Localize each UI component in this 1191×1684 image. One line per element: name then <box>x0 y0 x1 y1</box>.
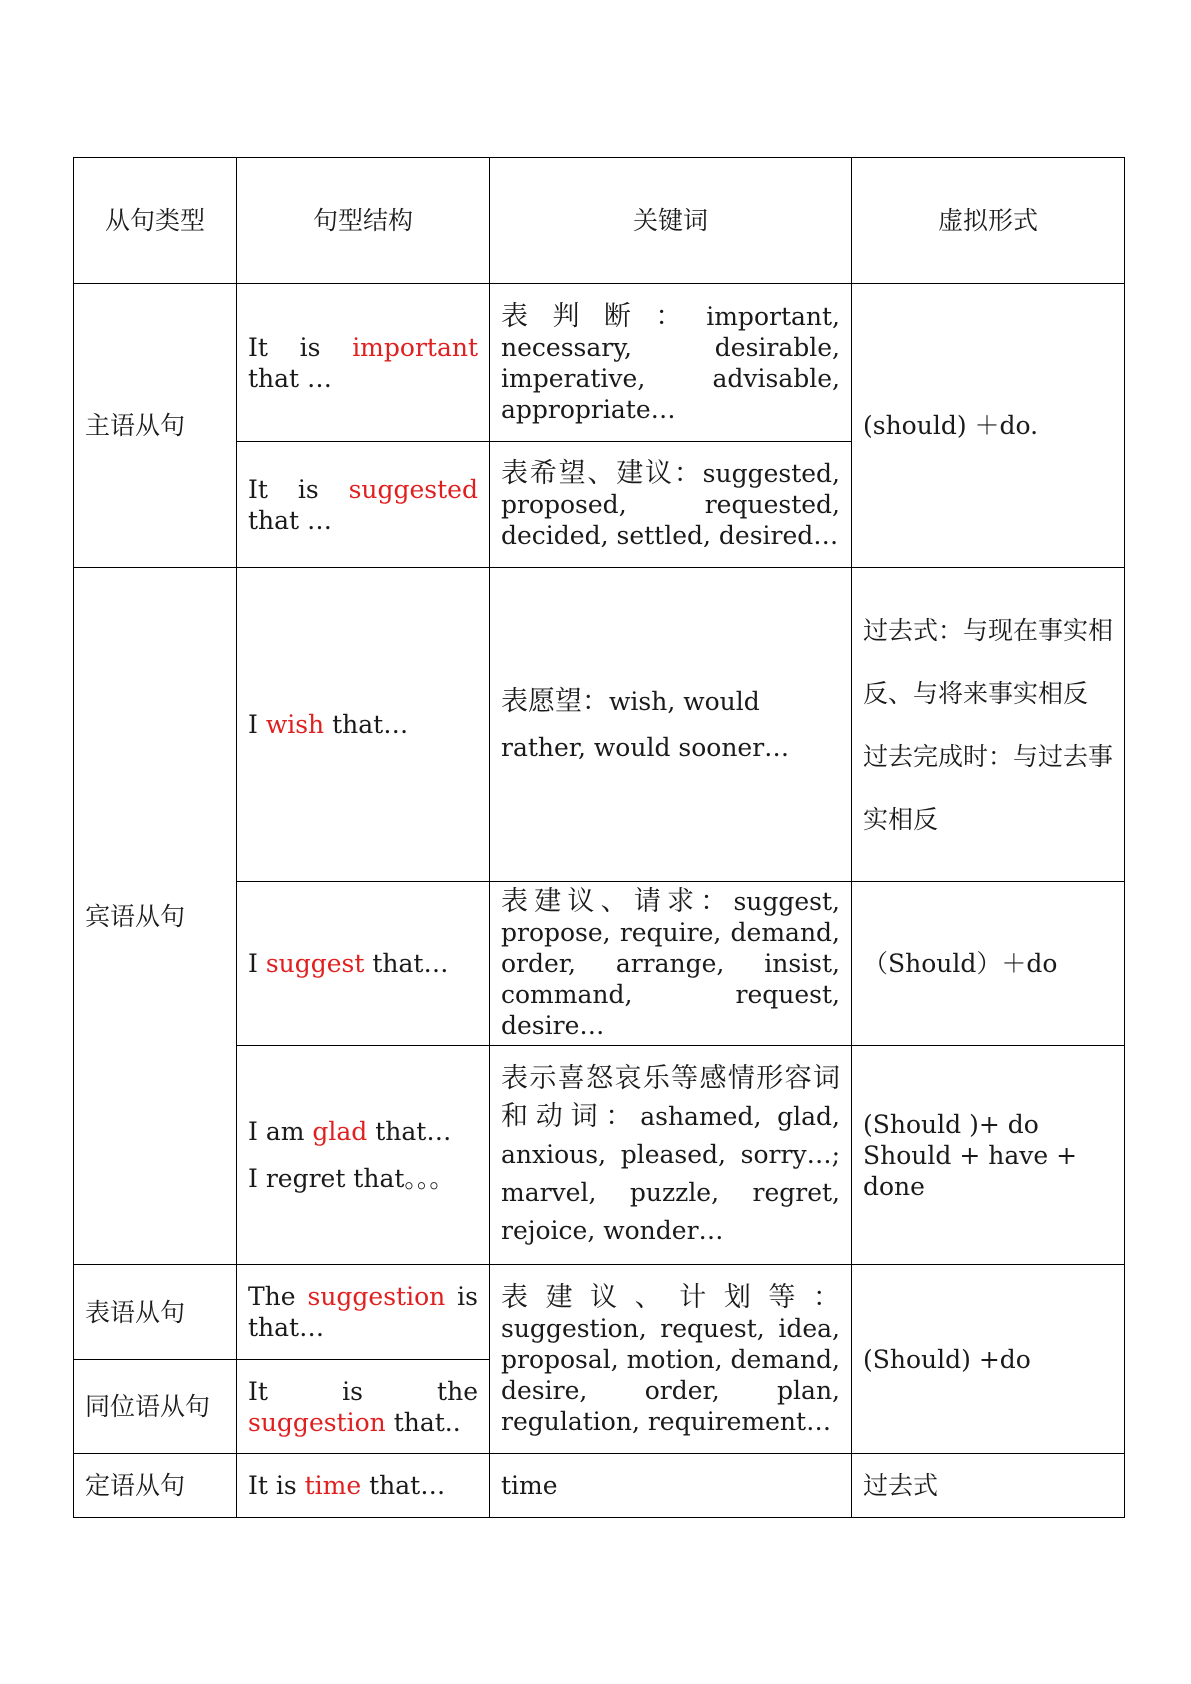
subjunctive-form-cell <box>852 284 1125 568</box>
highlight-keyword: suggestion <box>307 1282 446 1311</box>
structure-text: It is <box>248 474 349 504</box>
keywords-label: 表建议、计划等： <box>501 1281 840 1313</box>
highlight-keyword: wish <box>265 710 325 739</box>
structure-text: I <box>248 949 266 978</box>
keywords-cell <box>490 882 852 1046</box>
clause-type-attributive: 定语从句 <box>74 1454 237 1518</box>
keywords-label: 表 判 断 ： <box>501 300 691 332</box>
structure-text: It is <box>248 332 353 362</box>
highlight-keyword: suggestion <box>248 1407 386 1437</box>
structure-cell <box>237 1360 490 1454</box>
subjunctive-form: （Should）＋do <box>863 949 1058 978</box>
header-sentence-structure: 句型结构 <box>237 158 490 284</box>
structure-text: that… <box>367 1117 452 1146</box>
structure-cell <box>237 442 490 568</box>
keywords-label: 表建议、请求： <box>501 886 734 917</box>
header-row <box>74 158 1125 284</box>
header-subjunctive-form: 虚拟形式 <box>852 158 1125 284</box>
header-keywords: 关键词 <box>490 158 852 284</box>
subjunctive-form-cell <box>852 1046 1125 1265</box>
structure-cell <box>237 284 490 442</box>
keywords-list: suggest, propose, require, demand, order, arrange, insist, command, request, desire… <box>501 887 840 1040</box>
line-spacer <box>248 1147 478 1163</box>
keywords-cell <box>490 442 852 568</box>
highlight-keyword: suggested <box>348 474 478 504</box>
subjunctive-form-line: Should + have + done <box>863 1140 1078 1201</box>
table-row <box>74 284 1125 442</box>
subjunctive-form-cell <box>852 1454 1125 1518</box>
structure-text: I am <box>248 1117 313 1146</box>
keywords-cell <box>490 1265 852 1454</box>
structure-cell <box>237 1046 490 1265</box>
keywords-list: suggestion, request, idea, proposal, motion, demand, desire, order, plan, regulation, requirement… <box>501 1313 840 1436</box>
clause-type-subject: 主语从句 <box>74 284 237 568</box>
subjunctive-form-line: (Should )+ do <box>863 1109 1039 1139</box>
structure-cell <box>237 1454 490 1518</box>
structure-text: It is <box>248 1471 305 1500</box>
subjunctive-form-line: 过去完成时：与过去事实相反 <box>863 741 1114 834</box>
keywords-cell <box>490 1046 852 1265</box>
keywords-list: wish, would rather, would sooner… <box>501 686 790 762</box>
keywords-label: 表希望、建议： <box>501 458 703 489</box>
structure-cell <box>237 568 490 882</box>
table-row <box>74 568 1125 882</box>
structure-cell <box>237 1265 490 1360</box>
clause-type-predicative: 表语从句 <box>74 1265 237 1360</box>
keywords-list: ashamed, glad, anxious, pleased, sorry…; marvel, puzzle, regret, rejoice, wonder… <box>501 1102 840 1245</box>
structure-text: that… <box>324 710 409 739</box>
table-row <box>74 1454 1125 1518</box>
structure-text: I <box>248 710 266 739</box>
keywords-list: suggested, proposed, requested, decided, settled, desired… <box>501 459 840 550</box>
clause-type-appositive: 同位语从句 <box>74 1360 237 1454</box>
structure-text: It is the <box>248 1376 478 1406</box>
keywords-label: 表愿望： <box>501 685 609 717</box>
highlight-keyword: time <box>304 1471 362 1500</box>
keywords-cell <box>490 568 852 882</box>
structure-text: that… <box>364 949 449 978</box>
grammar-table <box>73 157 1125 1518</box>
keywords-cell <box>490 1454 852 1518</box>
subjunctive-form-cell <box>852 1265 1125 1454</box>
subjunctive-form-cell <box>852 568 1125 882</box>
highlight-keyword: important <box>352 332 478 362</box>
structure-text: is that… <box>248 1282 478 1342</box>
subjunctive-form: (Should) +do <box>863 1344 1031 1374</box>
clause-type-object: 宾语从句 <box>74 568 237 1265</box>
structure-text: that … <box>248 505 333 535</box>
subjunctive-form-cell <box>852 882 1125 1046</box>
structure-text: that.. <box>385 1407 461 1437</box>
structure-line <box>248 1116 478 1147</box>
keywords-list: important, necessary, desirable, imperative, advisable, appropriate… <box>501 301 840 424</box>
header-clause-type: 从句类型 <box>74 158 237 284</box>
structure-text: that… <box>361 1471 446 1500</box>
keywords-cell <box>490 284 852 442</box>
structure-cell <box>237 882 490 1046</box>
subjunctive-form: 过去式 <box>863 1471 939 1500</box>
structure-text: The <box>248 1282 308 1311</box>
highlight-keyword: glad <box>312 1117 368 1146</box>
subjunctive-form-line: 过去式：与现在事实相反、与将来事实相反 <box>863 615 1114 708</box>
highlight-keyword: suggest <box>265 949 365 978</box>
subjunctive-form: (should) ＋do. <box>863 411 1039 440</box>
keywords-list: time <box>501 1471 558 1500</box>
structure-line: I regret that。。。 <box>248 1164 455 1193</box>
table-row <box>74 1265 1125 1360</box>
structure-text: that … <box>248 363 333 393</box>
keywords-label: 表示喜怒哀乐等感情形容词和动词： <box>501 1063 840 1132</box>
